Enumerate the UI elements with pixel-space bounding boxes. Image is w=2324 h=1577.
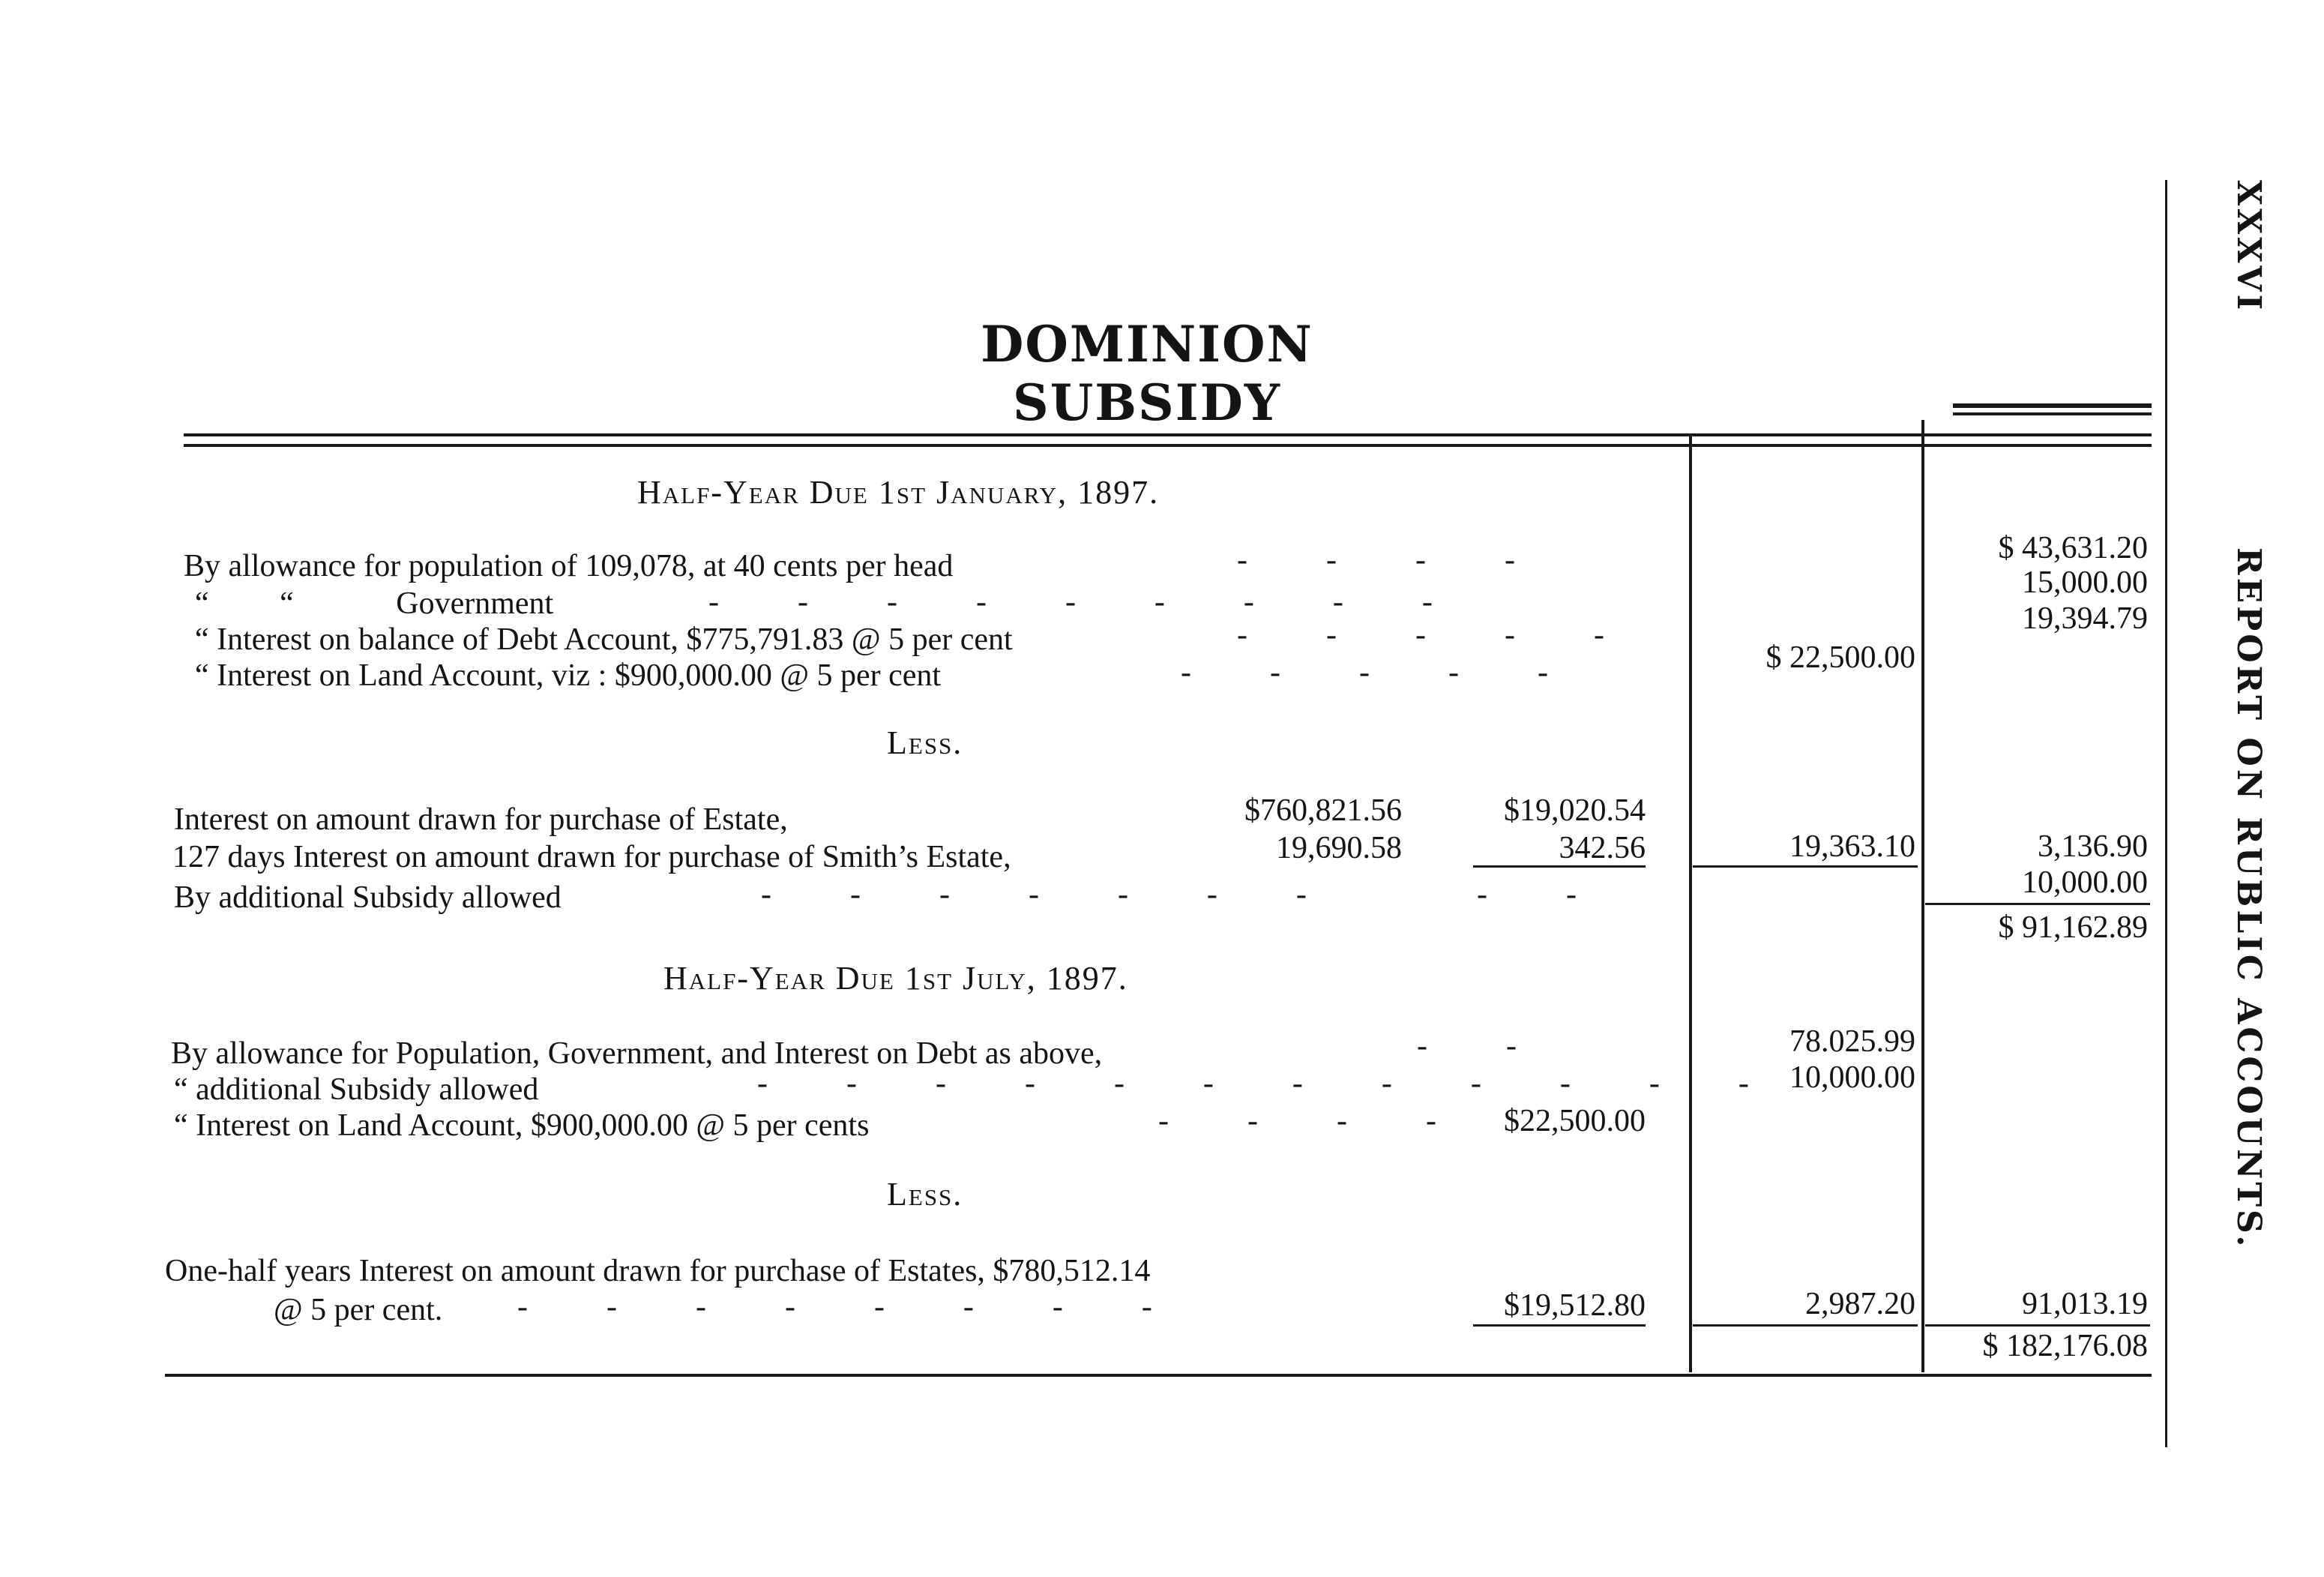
s1-less-row2-text: 127 days Interest on amount drawn for purchase of Smith’s Estate,	[172, 840, 1011, 874]
s2-row1-text: By allowance for Population, Government, and Interest on Debt as above,	[171, 1036, 1103, 1071]
section1-less-label: Less.	[887, 724, 963, 761]
leader-dots: - -	[1417, 1029, 1517, 1063]
side-rule	[2165, 180, 2167, 1447]
subtotal-rule	[1693, 1324, 1918, 1327]
leader-dots: - - - - -	[1237, 618, 1604, 652]
total-rule	[1925, 1324, 2150, 1327]
s2-less-row2-col2: $19,512.80	[1504, 1288, 1646, 1323]
bottom-rule	[165, 1374, 2152, 1377]
leader-dots: - - - - - - - - -	[708, 585, 1433, 619]
column-divider-1	[1689, 435, 1692, 1372]
s1-row2-text: “ “ Government	[195, 586, 554, 621]
s1-row1-text: By allowance for population of 109,078, at 40 cents per head	[184, 549, 954, 583]
s2-row3-col2: $22,500.00	[1504, 1104, 1646, 1138]
s1-row3-col4: 19,394.79	[2022, 601, 2148, 636]
leader-dots: - - - -	[1158, 1104, 1436, 1138]
s1-row4-col3: $ 22,500.00	[1765, 640, 1915, 675]
s1-row4-text: “ Interest on Land Account, viz : $900,000.00 @ 5 per cent	[195, 658, 942, 693]
leader-dots: - - - - - - - - - - - -	[757, 1066, 1749, 1101]
leader-dots: - - - - - - -	[761, 877, 1307, 912]
page-number: XXXVI	[2230, 180, 2268, 313]
subtotal-rule	[1473, 865, 1646, 868]
s2-less-row2-text: @ 5 per cent.	[274, 1293, 443, 1327]
s2-less-row2-col4: 91,013.19	[2022, 1287, 2148, 1321]
s2-less-row2-col3: 2,987.20	[1805, 1287, 1915, 1321]
s1-less-row1-text: Interest on amount drawn for purchase of Estate,	[174, 802, 788, 837]
s1-less-row2-col3: 19,363.10	[1789, 829, 1915, 864]
section2-heading: Half-Year Due 1st July, 1897.	[663, 960, 1128, 997]
section2-less-label: Less.	[887, 1176, 963, 1213]
s1-less-row1-col1: $760,821.56	[1244, 793, 1402, 828]
section2-total: $ 182,176.08	[1982, 1329, 2148, 1363]
leader-dots: - -	[1477, 877, 1577, 912]
s1-less-row2-col4: 3,136.90	[2038, 829, 2148, 864]
s1-less-row2-col2: 342.56	[1559, 831, 1646, 865]
leader-dots: - - - - - - - -	[517, 1290, 1152, 1324]
s1-less-row3-col4: 10,000.00	[2022, 865, 2148, 900]
s1-less-row2-col1: 19,690.58	[1276, 831, 1402, 865]
running-head: REPORT ON RUBLIC ACCOUNTS.	[2230, 547, 2268, 1250]
s2-less-row1-text: One-half years Interest on amount drawn for purchase of Estates, $780,512.14	[165, 1254, 1151, 1288]
leader-dots: - - - - -	[1181, 655, 1548, 690]
s1-row3-text: “ Interest on balance of Debt Account, $775,791.83 @ 5 per cent	[195, 622, 1013, 657]
top-rule-1	[184, 433, 2152, 436]
top-rule-3	[1953, 403, 2152, 408]
section1-total: $ 91,162.89	[1998, 910, 2148, 945]
s2-row3-text: “ Interest on Land Account, $900,000.00 @ 5 per cents	[174, 1108, 870, 1143]
s2-row2-text: “ additional Subsidy allowed	[174, 1072, 539, 1107]
s1-row2-col4: 15,000.00	[2022, 565, 2148, 600]
subtotal-rule	[1693, 865, 1918, 868]
total-rule	[1925, 903, 2150, 905]
leader-dots: - - - -	[1237, 543, 1515, 577]
s1-less-row1-col2: $19,020.54	[1504, 793, 1646, 828]
page-title: DOMINION SUBSIDY	[981, 315, 1313, 432]
subtotal-rule	[1473, 1324, 1646, 1327]
s1-row1-col4: $ 43,631.20	[1998, 531, 2148, 565]
top-rule-4	[1953, 412, 2152, 415]
s2-row1-col3: 78.025.99	[1789, 1024, 1915, 1059]
s1-less-row3-text: By additional Subsidy allowed	[174, 880, 562, 915]
section1-heading: Half-Year Due 1st January, 1897.	[637, 474, 1160, 511]
column-divider-2	[1921, 420, 1924, 1372]
top-rule-2	[184, 444, 2152, 447]
s2-row2-col3: 10,000.00	[1789, 1060, 1915, 1095]
